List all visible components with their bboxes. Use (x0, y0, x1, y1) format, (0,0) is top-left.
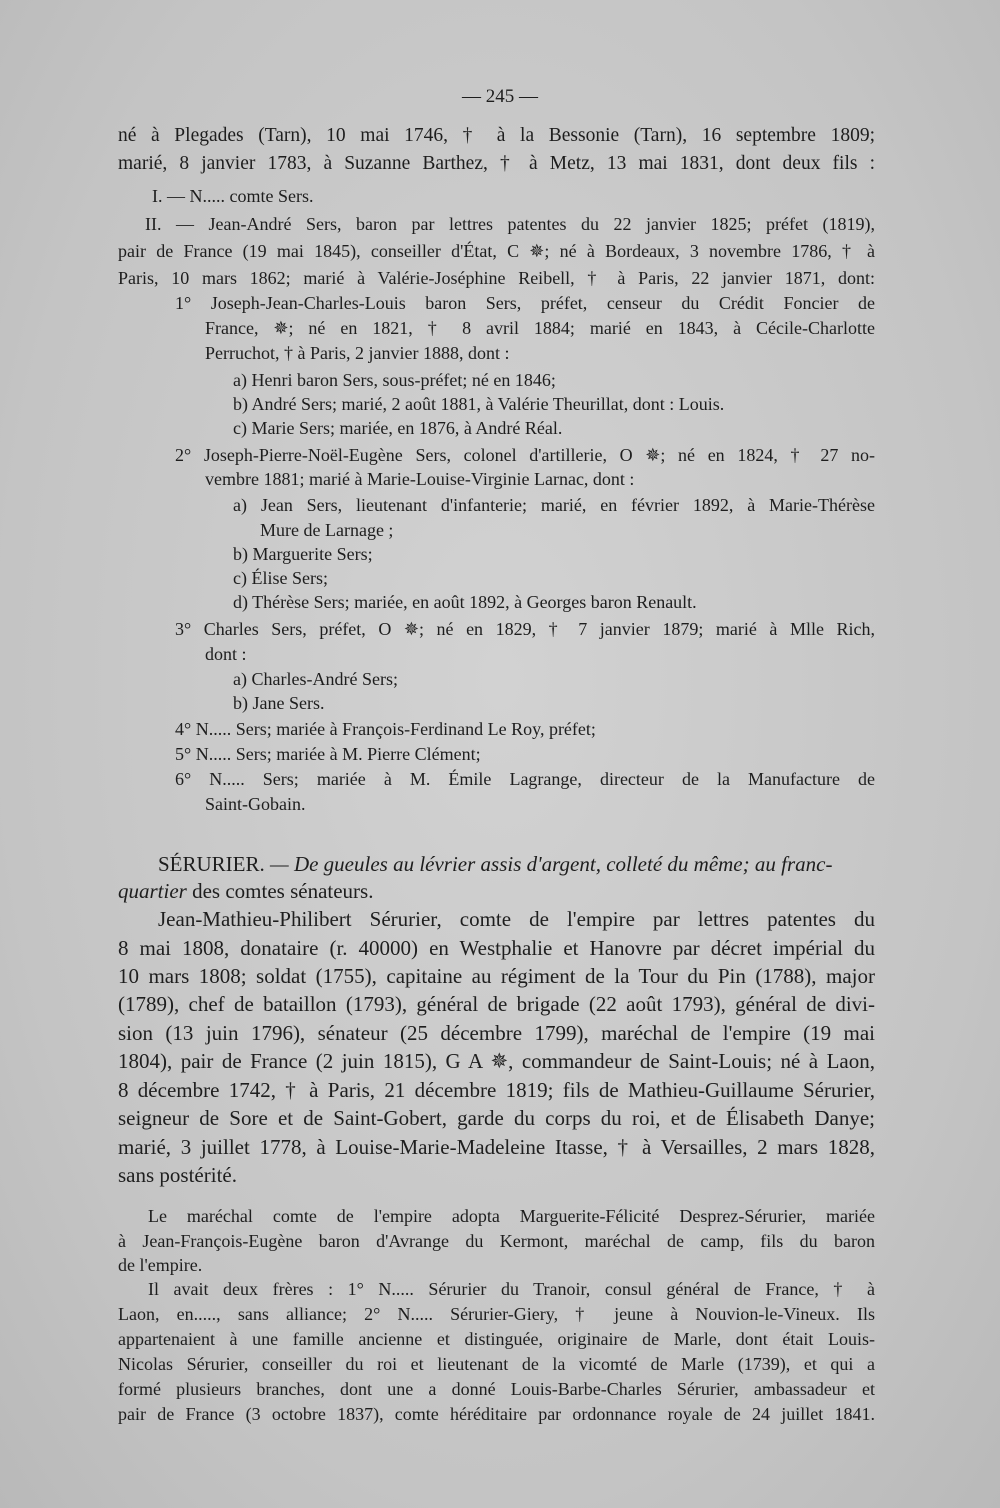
heading-blazon-cont: quartier (118, 879, 187, 903)
text-line: a) Jean Sers, lieutenant d'infanterie; marié, en février 1892, à Marie-Thérèse (233, 495, 875, 515)
paragraph-line: (1789), chef de bataillon (1793), général de brigade (22 août 1793), général de divi- (118, 992, 875, 1016)
paragraph-line: seigneur de Sore et de Saint-Gobert, garde du corps du roi, et de Élisabeth Danye; (118, 1106, 875, 1130)
paragraph-line: Il avait deux frères : 1° N..... Sérurier du Tranoir, consul général de France, † à (148, 1279, 875, 1299)
heading-blazon: — De gueules au lévrier assis d'argent, colleté du même; au franc- (264, 852, 833, 876)
text-line: b) Marguerite Sers; (233, 544, 373, 564)
paragraph-line: 10 mars 1808; soldat (1755), capitaine au régiment de la Tour du Pin (1788), major (118, 964, 875, 988)
text-line: 4° N..... Sers; mariée à François-Ferdinand Le Roy, préfet; (175, 719, 596, 739)
section-heading-line2 (118, 879, 373, 903)
text-line: marié, 8 janvier 1783, à Suzanne Barthez, † à Metz, 13 mai 1831, dont deux fils : (118, 153, 875, 174)
paragraph-line: Jean-Mathieu-Philibert Sérurier, comte de l'empire par lettres patentes du (158, 907, 875, 931)
text-line: Perruchot, † à Paris, 2 janvier 1888, dont : (205, 343, 510, 363)
section-heading (158, 852, 832, 876)
text-line: France, ✵; né en 1821, † 8 avril 1884; marié en 1843, à Cécile-Charlotte (205, 318, 875, 338)
text-line: Paris, 10 mars 1862; marié à Valérie-Joséphine Reibell, † à Paris, 22 janvier 1871, dont: (118, 268, 875, 288)
paragraph-line: Laon, en....., sans alliance; 2° N..... Sérurier-Giery, † jeune à Nouvion-le-Vineux. Ils (118, 1304, 875, 1324)
paragraph-line: formé plusieurs branches, dont une a donné Louis-Barbe-Charles Sérurier, ambassadeur et (118, 1379, 875, 1399)
paragraph-line: à Jean-François-Eugène baron d'Avrange du Kermont, maréchal de camp, fils du baron (118, 1231, 875, 1251)
paragraph-line: Nicolas Sérurier, conseiller du roi et lieutenant de la vicomté de Marle (1739), et qui a (118, 1354, 875, 1374)
paragraph-line: 8 mai 1808, donataire (r. 40000) en Westphalie et Hanovre par décret impérial du (118, 936, 875, 960)
text-line: pair de France (19 mai 1845), conseiller d'État, C ✵; né à Bordeaux, 3 novembre 1786, † à (118, 241, 875, 261)
text-line: b) Jane Sers. (233, 693, 325, 713)
paragraph-line: marié, 3 juillet 1778, à Louise-Marie-Madeleine Itasse, † à Versailles, 2 mars 1828, (118, 1135, 875, 1159)
text-line: a) Charles-André Sers; (233, 669, 398, 689)
paragraph-line: 8 décembre 1742, † à Paris, 21 décembre 1819; fils de Mathieu-Guillaume Sérurier, (118, 1078, 875, 1102)
text-line: d) Thérèse Sers; mariée, en août 1892, à Georges baron Renault. (233, 592, 697, 612)
page-number: — 245 — (462, 86, 538, 107)
paragraph-line: Le maréchal comte de l'empire adopta Marguerite-Félicité Desprez-Sérurier, mariée (148, 1206, 875, 1226)
paragraph-line: pair de France (3 octobre 1837), comte héréditaire par ordonnance royale de 24 juillet 1841. (118, 1404, 875, 1424)
text-line: II. — Jean-André Sers, baron par lettres patentes du 22 janvier 1825; préfet (1819), (145, 214, 875, 234)
paragraph-line: de l'empire. (118, 1255, 203, 1275)
text-line: vembre 1881; marié à Marie-Louise-Virginie Larnac, dont : (205, 469, 635, 489)
text-line: 6° N..... Sers; mariée à M. Émile Lagrange, directeur de la Manufacture de (175, 769, 875, 789)
text-line: a) Henri baron Sers, sous-préfet; né en 1846; (233, 370, 556, 390)
text-line: b) André Sers; marié, 2 août 1881, à Valérie Theurillat, dont : Louis. (233, 394, 725, 414)
text-line: c) Marie Sers; mariée, en 1876, à André Réal. (233, 418, 563, 438)
paragraph-line: sans postérité. (118, 1163, 237, 1187)
paragraph-line: sion (13 juin 1796), sénateur (25 décembre 1799), maréchal de l'empire (19 mai (118, 1021, 875, 1045)
text-line: Mure de Larnage ; (260, 520, 394, 540)
text-line: né à Plegades (Tarn), 10 mai 1746, † à la Bessonie (Tarn), 16 septembre 1809; (118, 125, 875, 146)
text-line: 5° N..... Sers; mariée à M. Pierre Clément; (175, 744, 481, 764)
text-line: I. — N..... comte Sers. (152, 186, 314, 206)
text-line: 1° Joseph-Jean-Charles-Louis baron Sers, préfet, censeur du Crédit Foncier de (175, 293, 875, 313)
text-line: 2° Joseph-Pierre-Noël-Eugène Sers, colonel d'artillerie, O ✵; né en 1824, † 27 no- (175, 445, 875, 465)
text-line: c) Élise Sers; (233, 568, 328, 588)
text-line: dont : (205, 644, 247, 664)
text-line: 3° Charles Sers, préfet, O ✵; né en 1829, † 7 janvier 1879; marié à Mlle Rich, (175, 619, 875, 639)
paragraph-line: appartenaient à une famille ancienne et distinguée, originaire de Marle, dont était Louis- (118, 1329, 875, 1349)
text-line: Saint-Gobain. (205, 794, 306, 814)
paragraph-line: 1804), pair de France (2 juin 1815), G A ✵, commandeur de Saint-Louis; né à Laon, (118, 1049, 875, 1073)
heading-blazon-rest: des comtes sénateurs. (186, 879, 374, 903)
heading-name: SÉRURIER. (158, 852, 265, 876)
